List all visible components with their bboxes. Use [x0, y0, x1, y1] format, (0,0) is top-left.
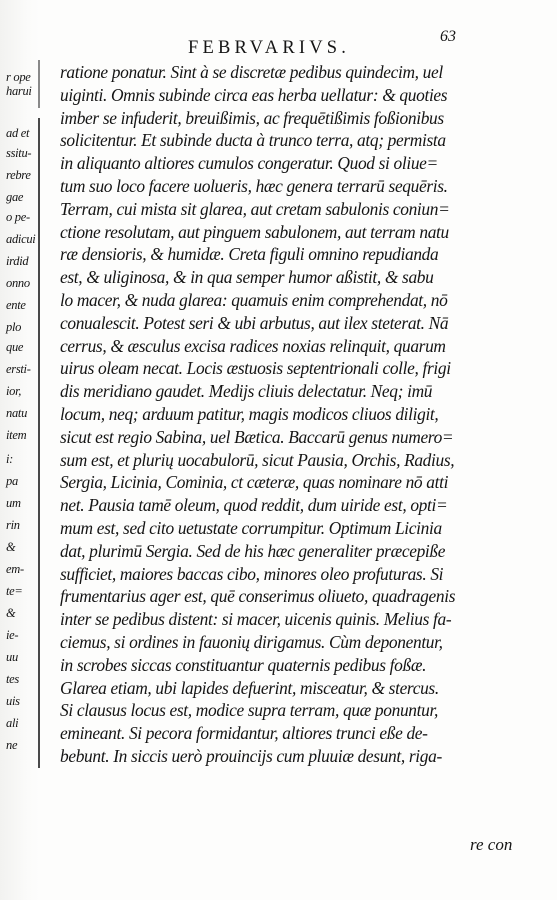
margin-fragment: plo: [6, 320, 22, 334]
margin-fragment: item: [6, 428, 27, 442]
text-line: ræ densioris, & humidæ. Creta figuli omnino repudianda: [60, 244, 439, 265]
margin-fragment: tes: [6, 672, 19, 686]
text-line: frumentarius ager est, quē conserimus oliueto, quadragenis: [60, 586, 456, 607]
margin-fragment: te=: [6, 584, 23, 598]
running-head: FEBRVARIVS.: [188, 38, 351, 58]
margin-fragment: uis: [6, 694, 20, 708]
margin-fragment: em-: [6, 562, 24, 576]
margin-fragment: pa: [6, 474, 18, 488]
text-line: emineant. Si pecora formidantur, altiores trunci eße de-: [60, 723, 428, 744]
text-line: net. Pausia tamē oleum, quod reddit, dum uiride est, opti=: [60, 495, 448, 516]
margin-fragment: gae: [6, 190, 24, 204]
text-line: imber se infuderit, breuißimis, ac frequētißimis foßionibus: [60, 107, 444, 128]
text-line: est, & uliginosa, & in qua semper humor aßistit, & sabu: [60, 267, 434, 288]
page-header: [170, 24, 500, 64]
margin-fragment: um: [6, 496, 21, 510]
margin-fragment: uu: [6, 650, 18, 664]
text-line: sum est, et plurių uocabulorū, sicut Pausia, Orchis, Radius,: [60, 449, 455, 470]
text-line: in aliquanto altiores cumulos congeratur. Quod si oliue=: [60, 153, 438, 174]
text-line: ctione resolutam, aut pinguem sabulonem, aut terram natu: [60, 221, 449, 242]
margin-fragment: natu: [6, 406, 28, 420]
text-line: ciemus, si ordines in fauonių dirigamus. Cùm deponentur,: [60, 632, 443, 652]
margin-fragment: que: [6, 340, 24, 354]
margin-fragment: irdid: [6, 254, 29, 268]
text-line: bebunt. In siccis uerò prouincijs cum pluuiæ desunt, riga-: [60, 746, 442, 766]
text-line: Glarea etiam, ubi lapides defuerint, misceatur, & stercus.: [60, 677, 439, 698]
margin-fragment: &: [6, 540, 16, 554]
margin-fragment: onno: [6, 276, 30, 290]
text-line: locum, neq; arduum patitur, magis modicos cliuos diligit,: [60, 404, 439, 424]
text-line: sufficiet, maiores baccas cibo, minores oleo profuturas. Si: [60, 563, 444, 584]
margin-fragment: ali: [6, 716, 19, 730]
margin-fragment: ior,: [6, 384, 22, 398]
text-line: tum suo loco facere uolueris, hæc genera terrarū sequēris.: [60, 176, 448, 196]
margin-fragment: ente: [6, 298, 26, 312]
catchword: re con: [470, 835, 513, 854]
text-line: lo macer, & nuda glarea: quamuis enim comprehendat, nō: [60, 290, 448, 310]
text-line: sicut est regio Sabina, uel Bætica. Baccarū genus numero=: [60, 426, 454, 447]
text-line: Si clausus locus est, modice supra terram, quæ ponuntur,: [60, 700, 438, 721]
text-line: Terram, cui mista sit glarea, aut cretam sabulonis coniun=: [60, 198, 450, 219]
margin-fragment: &: [6, 606, 16, 620]
margin-fragment: harui: [6, 84, 32, 98]
text-line: mum est, sed cito uetustate corrumpitur. Optimum Licinia: [60, 518, 442, 538]
text-line: conualescit. Potest seri & ubi arbutus, aut ilex steterat. Nā: [60, 312, 449, 333]
text-line: cerrus, & æsculus excisa radices noxias relinquit, quarum: [60, 335, 446, 356]
binding-rule: [38, 118, 40, 768]
text-line: inter se pedibus distent: si macer, uicenis quinis. Melius fa-: [60, 609, 452, 630]
text-line: solicitentur. Et subinde ducta à trunco terra, atq; permista: [60, 130, 446, 151]
binding-rule-top: [38, 60, 40, 108]
margin-fragment: adicui: [6, 232, 36, 246]
text-line: ratione ponatur. Sint à se discretæ pedibus quindecim, uel: [60, 62, 443, 82]
text-line: uiginti. Omnis subinde circa eas herba uellatur: & quoties: [60, 84, 448, 105]
margin-fragment: ne: [6, 738, 18, 752]
text-line: uirus oleam necat. Locis æstuosis septentrionali colle, frigi: [60, 358, 451, 379]
margin-fragment: rin: [6, 518, 20, 532]
text-line: dat, plurimū Sergia. Sed de his hæc generaliter præcepiße: [60, 540, 446, 561]
margin-fragment: ad et: [6, 126, 30, 140]
margin-fragment: o pe-: [6, 210, 30, 224]
page-number: 63: [440, 28, 456, 45]
margin-fragment: r ope: [6, 70, 31, 84]
margin-fragment: i:: [6, 452, 14, 466]
margin-fragment: ssitu-: [6, 146, 32, 160]
margin-fragment: rebre: [6, 168, 31, 182]
margin-fragment: ersti-: [6, 362, 31, 376]
margin-fragment: ie-: [6, 628, 19, 642]
text-line: dis meridiano gaudet. Medijs cliuis delectatur. Neq; imū: [60, 381, 433, 402]
text-line: Sergia, Licinia, Cominia, ct cæteræ, quas nominare nō atti: [60, 472, 449, 493]
text-line: in scrobes siccas constituantur quaternis pedibus foßæ.: [60, 654, 427, 675]
